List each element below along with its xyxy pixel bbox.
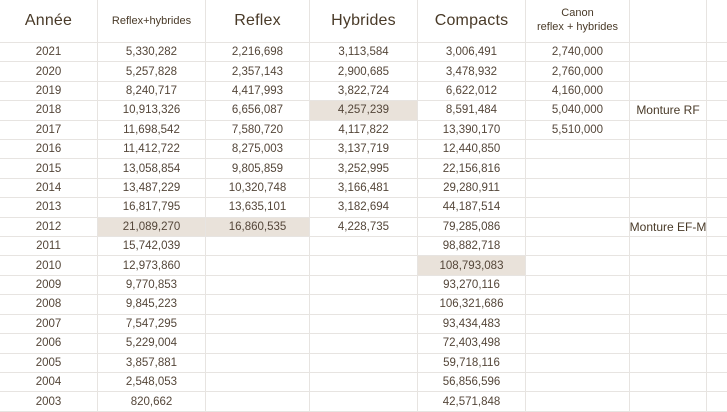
table-cell[interactable]: [310, 295, 418, 314]
table-cell[interactable]: 13,390,170: [418, 121, 526, 140]
table-cell[interactable]: 5,229,004: [98, 334, 206, 353]
table-cell[interactable]: 3,822,724: [310, 82, 418, 101]
year-cell[interactable]: 2004: [0, 373, 98, 392]
year-cell[interactable]: 2007: [0, 315, 98, 334]
canon-header-line2: reflex + hybrides: [536, 21, 618, 33]
year-cell[interactable]: 2013: [0, 198, 98, 217]
table-cell[interactable]: [526, 140, 630, 159]
table-row: [0, 140, 727, 159]
table-row: [0, 179, 727, 198]
table-cell[interactable]: [707, 140, 727, 159]
table-cell[interactable]: 5,330,282: [98, 43, 206, 62]
table-cell[interactable]: [707, 237, 727, 256]
table-cell[interactable]: [310, 392, 418, 411]
year-cell[interactable]: 2008: [0, 295, 98, 314]
table-cell[interactable]: [206, 295, 310, 314]
note-cell[interactable]: [630, 159, 707, 178]
table-cell[interactable]: 93,434,483: [418, 315, 526, 334]
table-row: [0, 237, 727, 256]
table-cell[interactable]: 2,760,000: [526, 62, 630, 81]
table-cell[interactable]: 93,270,116: [418, 276, 526, 295]
note-cell[interactable]: [630, 373, 707, 392]
table-cell[interactable]: 5,257,828: [98, 62, 206, 81]
table-row: [0, 121, 727, 140]
table-cell[interactable]: [526, 354, 630, 373]
table-cell[interactable]: [707, 334, 727, 353]
table-row: [0, 392, 727, 411]
year-cell[interactable]: 2011: [0, 237, 98, 256]
table-cell[interactable]: 9,845,223: [98, 295, 206, 314]
table-cell[interactable]: [707, 159, 727, 178]
table-cell[interactable]: 3,006,491: [418, 43, 526, 62]
table-cell[interactable]: 7,580,720: [206, 121, 310, 140]
year-cell[interactable]: 2005: [0, 354, 98, 373]
table-row: [0, 334, 727, 353]
table-cell[interactable]: 56,856,596: [418, 373, 526, 392]
table-cell[interactable]: 2,740,000: [526, 43, 630, 62]
year-cell[interactable]: 2020: [0, 62, 98, 81]
table-cell[interactable]: [707, 62, 727, 81]
table-cell[interactable]: [526, 179, 630, 198]
year-cell[interactable]: 2014: [0, 179, 98, 198]
table-cell[interactable]: [310, 237, 418, 256]
table-cell[interactable]: [526, 295, 630, 314]
column-header-reflex[interactable]: Reflex: [206, 0, 310, 43]
note-cell[interactable]: [630, 276, 707, 295]
column-header-reflex-hybrides[interactable]: Reflex+hybrides: [98, 0, 206, 43]
table-cell[interactable]: 16,860,535: [206, 218, 310, 237]
table-cell[interactable]: 44,187,514: [418, 198, 526, 217]
table-cell[interactable]: 16,817,795: [98, 198, 206, 217]
table-cell[interactable]: [707, 43, 727, 62]
note-cell[interactable]: [630, 315, 707, 334]
table-cell[interactable]: [206, 334, 310, 353]
table-cell[interactable]: 2,357,143: [206, 62, 310, 81]
table-cell[interactable]: [526, 218, 630, 237]
table-row: [0, 354, 727, 373]
table-row: [0, 256, 727, 275]
table-row: [0, 373, 727, 392]
table-cell[interactable]: 72,403,498: [418, 334, 526, 353]
year-cell[interactable]: 2006: [0, 334, 98, 353]
table-cell[interactable]: [707, 121, 727, 140]
table-cell[interactable]: [707, 256, 727, 275]
table-cell[interactable]: 106,321,686: [418, 295, 526, 314]
note-cell[interactable]: [630, 334, 707, 353]
column-header-compacts[interactable]: Compacts: [418, 0, 526, 43]
table-cell[interactable]: [526, 373, 630, 392]
note-cell[interactable]: [630, 198, 707, 217]
table-cell[interactable]: [707, 354, 727, 373]
table-cell[interactable]: [310, 256, 418, 275]
table-cell[interactable]: [310, 373, 418, 392]
table-cell[interactable]: [310, 334, 418, 353]
table-cell[interactable]: 820,662: [98, 392, 206, 411]
note-cell[interactable]: [630, 354, 707, 373]
table-cell[interactable]: [707, 392, 727, 411]
table-cell[interactable]: 8,591,484: [418, 101, 526, 120]
note-cell[interactable]: [630, 43, 707, 62]
table-cell[interactable]: 3,478,932: [418, 62, 526, 81]
note-cell[interactable]: [630, 62, 707, 81]
table-cell[interactable]: 12,973,860: [98, 256, 206, 275]
table-cell[interactable]: 108,793,083: [418, 256, 526, 275]
table-cell[interactable]: [310, 315, 418, 334]
column-header-empty[interactable]: [630, 0, 707, 43]
table-cell[interactable]: 13,635,101: [206, 198, 310, 217]
note-cell[interactable]: Monture RF: [630, 101, 707, 120]
table-row: [0, 82, 727, 101]
table-cell[interactable]: 8,240,717: [98, 82, 206, 101]
table-row: [0, 101, 727, 120]
table-cell[interactable]: 59,718,116: [418, 354, 526, 373]
year-cell[interactable]: 2015: [0, 159, 98, 178]
table-row: [0, 276, 727, 295]
table-cell[interactable]: [206, 256, 310, 275]
table-cell[interactable]: 79,285,086: [418, 218, 526, 237]
table-cell[interactable]: 4,117,822: [310, 121, 418, 140]
table-row: [0, 198, 727, 217]
year-cell[interactable]: 2019: [0, 82, 98, 101]
table-cell[interactable]: [526, 159, 630, 178]
table-cell[interactable]: 4,228,735: [310, 218, 418, 237]
table-cell[interactable]: 7,547,295: [98, 315, 206, 334]
table-cell[interactable]: [310, 354, 418, 373]
table-cell[interactable]: 10,320,748: [206, 179, 310, 198]
table-cell[interactable]: [707, 315, 727, 334]
table-cell[interactable]: 8,275,003: [206, 140, 310, 159]
note-cell[interactable]: Monture EF-M: [630, 218, 707, 237]
table-row: [0, 159, 727, 178]
table-cell[interactable]: 98,882,718: [418, 237, 526, 256]
note-cell[interactable]: [630, 140, 707, 159]
year-cell[interactable]: 2009: [0, 276, 98, 295]
note-cell[interactable]: [630, 392, 707, 411]
note-cell[interactable]: [630, 256, 707, 275]
year-cell[interactable]: 2010: [0, 256, 98, 275]
table-cell[interactable]: 29,280,911: [418, 179, 526, 198]
table-cell[interactable]: [707, 82, 727, 101]
table-cell[interactable]: [707, 101, 727, 120]
table-cell[interactable]: 12,440,850: [418, 140, 526, 159]
table-cell[interactable]: 3,857,881: [98, 354, 206, 373]
table-cell[interactable]: 2,548,053: [98, 373, 206, 392]
table-cell[interactable]: [206, 276, 310, 295]
year-cell[interactable]: 2012: [0, 218, 98, 237]
table-row: [0, 62, 727, 81]
table-cell[interactable]: 2,216,698: [206, 43, 310, 62]
column-header-spacer[interactable]: [707, 0, 727, 43]
table-cell[interactable]: [310, 276, 418, 295]
table-cell[interactable]: 21,089,270: [98, 218, 206, 237]
note-cell[interactable]: [630, 179, 707, 198]
table-cell[interactable]: 4,160,000: [526, 82, 630, 101]
table-row: [0, 315, 727, 334]
table-cell[interactable]: 22,156,816: [418, 159, 526, 178]
table-cell[interactable]: [526, 315, 630, 334]
table-cell[interactable]: [206, 315, 310, 334]
table-cell[interactable]: 10,913,326: [98, 101, 206, 120]
column-header-canon[interactable]: [526, 0, 630, 43]
table-cell[interactable]: [526, 334, 630, 353]
table-cell[interactable]: 9,770,853: [98, 276, 206, 295]
table-cell[interactable]: 3,182,694: [310, 198, 418, 217]
column-header-hybrides[interactable]: Hybrides: [310, 0, 418, 43]
table-cell[interactable]: [707, 198, 727, 217]
table-cell[interactable]: [526, 276, 630, 295]
table-cell[interactable]: [526, 237, 630, 256]
column-header-annee[interactable]: Année: [0, 0, 98, 43]
table-cell[interactable]: 5,510,000: [526, 121, 630, 140]
table-cell[interactable]: 6,622,012: [418, 82, 526, 101]
table-cell[interactable]: [206, 392, 310, 411]
table-body: [0, 43, 727, 412]
table-cell[interactable]: [206, 354, 310, 373]
table-cell[interactable]: 3,137,719: [310, 140, 418, 159]
table-cell[interactable]: [206, 373, 310, 392]
table-row: [0, 43, 727, 62]
table-cell[interactable]: [707, 295, 727, 314]
table-cell[interactable]: 15,742,039: [98, 237, 206, 256]
table-row: [0, 295, 727, 314]
table-cell[interactable]: 3,113,584: [310, 43, 418, 62]
table-cell[interactable]: 4,417,993: [206, 82, 310, 101]
table-cell[interactable]: 42,571,848: [418, 392, 526, 411]
table-cell[interactable]: [526, 392, 630, 411]
table-cell[interactable]: [707, 276, 727, 295]
table-header: [0, 0, 727, 43]
year-cell[interactable]: 2021: [0, 43, 98, 62]
year-cell[interactable]: 2018: [0, 101, 98, 120]
table-cell[interactable]: [707, 373, 727, 392]
year-cell[interactable]: 2003: [0, 392, 98, 411]
table-cell[interactable]: 11,698,542: [98, 121, 206, 140]
table-cell[interactable]: 11,412,722: [98, 140, 206, 159]
table-cell[interactable]: 2,900,685: [310, 62, 418, 81]
table-cell[interactable]: 4,257,239: [310, 101, 418, 120]
table-cell[interactable]: 6,656,087: [206, 101, 310, 120]
table-cell[interactable]: [707, 179, 727, 198]
table-cell[interactable]: [707, 218, 727, 237]
table-cell[interactable]: [526, 198, 630, 217]
table-cell[interactable]: 13,487,229: [98, 179, 206, 198]
note-cell[interactable]: [630, 295, 707, 314]
table-cell[interactable]: 5,040,000: [526, 101, 630, 120]
table-cell[interactable]: 13,058,854: [98, 159, 206, 178]
note-cell[interactable]: [630, 82, 707, 101]
canon-header-line1: Canon: [561, 7, 594, 20]
note-cell[interactable]: [630, 237, 707, 256]
table-cell[interactable]: 9,805,859: [206, 159, 310, 178]
table-cell[interactable]: [206, 237, 310, 256]
note-cell[interactable]: [630, 121, 707, 140]
table-cell[interactable]: 3,252,995: [310, 159, 418, 178]
table-row: [0, 218, 727, 237]
year-cell[interactable]: 2017: [0, 121, 98, 140]
table-cell[interactable]: [526, 256, 630, 275]
year-cell[interactable]: 2016: [0, 140, 98, 159]
table-cell[interactable]: 3,166,481: [310, 179, 418, 198]
